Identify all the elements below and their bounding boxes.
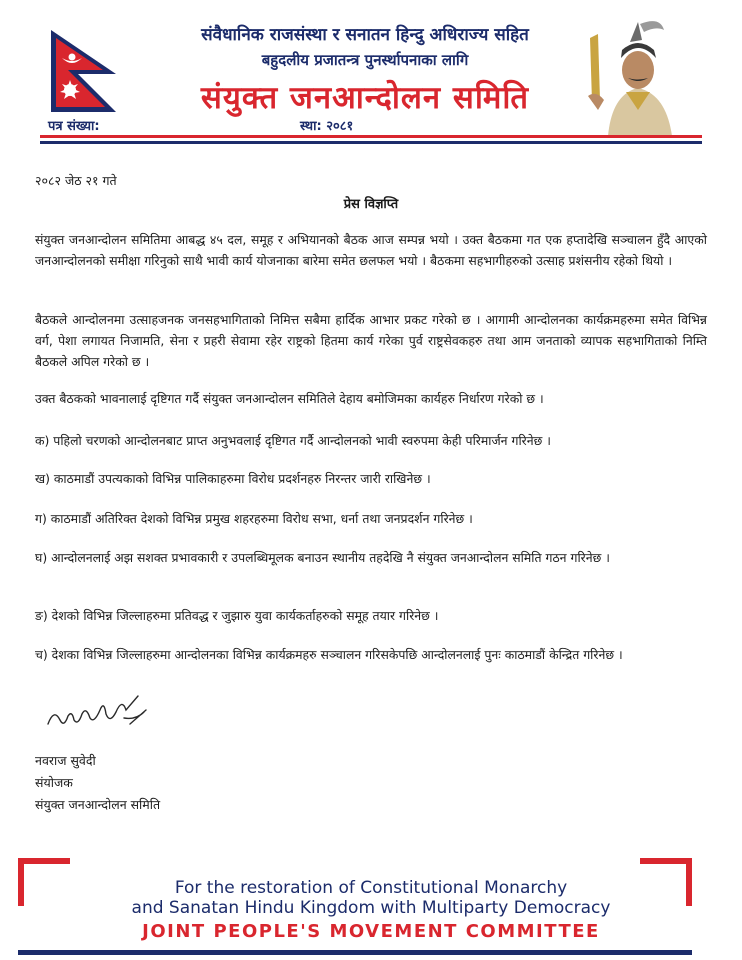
document-title: प्रेस विज्ञप्ति bbox=[343, 197, 399, 212]
action-item-kha: ख) काठमाडौं उपत्यकाको विभिन्न पालिकाहरुमा विरोध प्रदर्शनहरु निरन्तर जारी राखिनेछ । bbox=[35, 471, 431, 486]
letterhead bbox=[0, 0, 742, 150]
nepal-flag-icon bbox=[48, 28, 120, 114]
signer-organization: संयुक्त जनआन्दोलन समिति bbox=[35, 797, 161, 812]
footer-line-2: and Sanatan Hindu Kingdom with Multiparty Democracy bbox=[131, 898, 611, 918]
action-item-ga: ग) काठमाडौं अतिरिक्त देशको विभिन्न प्रमुख शहरहरुमा विरोध सभा, धर्ना तथा जनप्रदर्शन गरिनेछ । bbox=[35, 511, 473, 526]
paragraph-2: बैठकले आन्दोलनमा उत्साहजनक जनसहभागिताको निमित्त सबैमा हार्दिक आभार प्रकट गरेको छ । आगामी आन्दोलनका कार्यक्रमहरुमा समेत विभिन्न वर्ग, पेशा लगायत निजामति, सेना र प्रहरी सेवामा रहेर राष्ट्रको हितमा कार्य गरेका पुर्व राष्ट्रसेवकहरु तथा आम जनताको व्यापक सहभागिताको निम्ति बैठकले अपिल गरेको छ । bbox=[35, 312, 707, 369]
footer-committee-name: JOINT PEOPLE'S MOVEMENT COMMITTEE bbox=[142, 921, 600, 942]
header-divider-blue bbox=[40, 141, 702, 144]
action-item-nga: ङ) देशको विभिन्न जिल्लाहरुमा प्रतिवद्ध र जुझारु युवा कार्यकर्ताहरुको समूह तयार गरिनेछ । bbox=[35, 608, 439, 623]
established-label: स्था: २०८१ bbox=[300, 119, 354, 134]
king-portrait-icon bbox=[568, 10, 694, 136]
action-item-gha: घ) आन्दोलनलाई अझ सशक्त प्रभावकारी र उपलब्धिमूलक बनाउन स्थानीय तहदेखि नै संयुक्त जनआन्दोलन समिति गठन गरिनेछ । bbox=[35, 550, 610, 565]
header-line-2: बहुदलीय प्रजातन्त्र पुनर्स्थापनाका लागि bbox=[261, 51, 469, 69]
organization-title: संयुक्त जनआन्दोलन समिति bbox=[200, 80, 530, 116]
action-item-cha: च) देशका विभिन्न जिल्लाहरुमा आन्दोलनका विभिन्न कार्यक्रमहरु सञ्चालन गरिसकेपछि आन्दोलनलाई पुनः काठमाडौं केन्द्रित गरिनेछ । bbox=[35, 647, 623, 662]
signer-name: नवराज सुवेदी bbox=[35, 753, 96, 768]
footer-line-1: For the restoration of Constitutional Monarchy bbox=[174, 878, 568, 898]
footer-divider-blue bbox=[18, 950, 692, 955]
header-line-1: संवैधानिक राजसंस्था र सनातन हिन्दु अधिराज्य सहित bbox=[201, 25, 529, 45]
letter-date: २०८२ जेठ २१ गते bbox=[35, 173, 117, 188]
signature-icon bbox=[40, 690, 160, 740]
paragraph-1: संयुक्त जनआन्दोलन समितिमा आबद्ध ४५ दल, समूह र अभियानको बैठक आज सम्पन्न भयो । उक्त बैठकमा गत एक हप्तादेखि सञ्चालन हुँदै आएको जनआन्दोलनको समीक्षा गरिनुको साथै भावी कार्य योजनाका बारेमा समेत छलफल भयो । बैठकमा सहभागीहरुको उत्साह प्रशंसनीय रहेको थियो । bbox=[35, 232, 707, 268]
paragraph-3: उक्त बैठकको भावनालाई दृष्टिगत गर्दै संयुक्त जनआन्दोलन समितिले देहाय बमोजिमका कार्यहरु निर्धारण गरेको छ । bbox=[35, 391, 544, 406]
header-divider-red bbox=[40, 135, 702, 138]
signer-role: संयोजक bbox=[35, 775, 73, 790]
reference-number-label: पत्र संख्या: bbox=[48, 119, 100, 134]
footer-banner bbox=[0, 850, 742, 960]
action-item-ka: क) पहिलो चरणको आन्दोलनबाट प्राप्त अनुभवलाई दृष्टिगत गर्दै आन्दोलनको भावी स्वरुपमा केही परिमार्जन गरिनेछ । bbox=[35, 433, 551, 448]
